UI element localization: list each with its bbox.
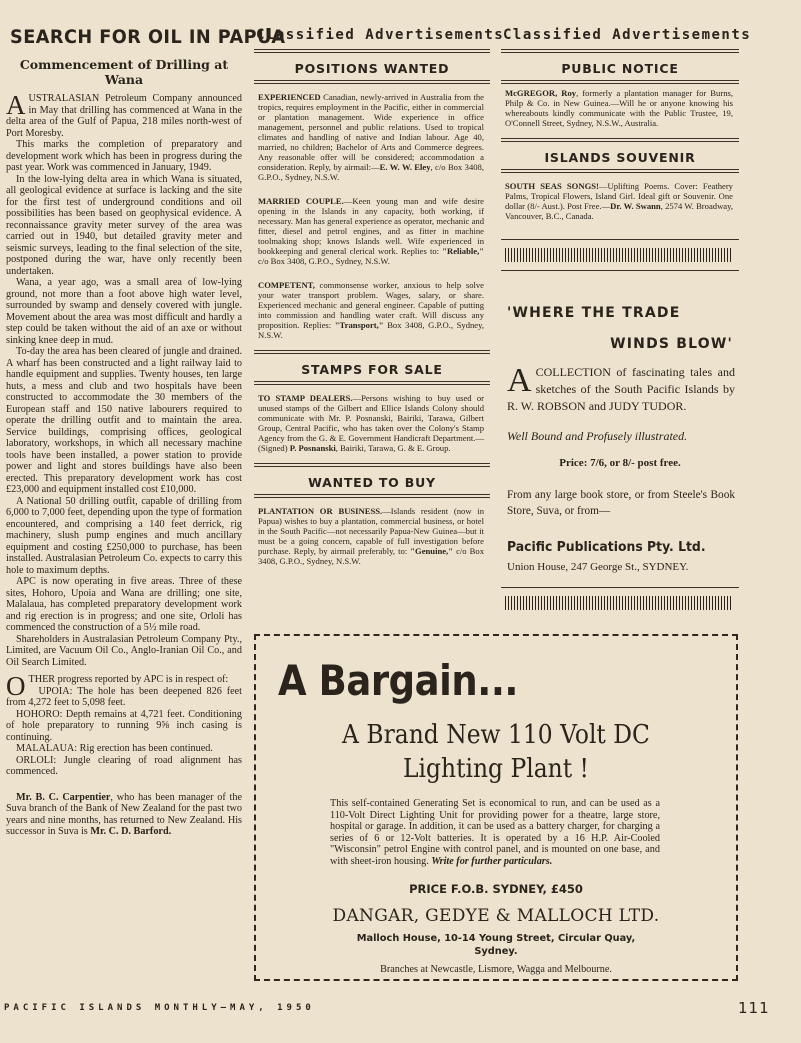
- bargain-advertisement: [254, 634, 738, 981]
- section-positions-wanted: POSITIONS WANTED: [294, 61, 450, 76]
- classified-ad: EXPERIENCED Canadian, newly-arrived in Australia from the tropics, requires employment in the Pacific, either in commercial or plantation management. Wide experience in office management, personnel and public relations. Used to tropical climates and handling of native and Indian labour. Age 40, married, no children; Bachelor of Arts and Commerce degrees. Any reasonable offer will be considered; accommodation a consideration. Reply, by airmail:—E. W. W. Eley, c/o Box 3408, G.P.O., Sydney, N.S.W.: [258, 92, 484, 182]
- footer-masthead: PACIFIC ISLANDS MONTHLY—MAY, 1950: [4, 1003, 315, 1013]
- ornamental-border: [505, 596, 733, 610]
- divider: [254, 463, 490, 467]
- section-public-notice: PUBLIC NOTICE: [561, 61, 679, 76]
- article-paragraph: Shareholders in Australasian Petroleum Company Pty., Limited, are Vacuum Oil Co., Anglo-Iranian Oil Co., and Oil Search Limited.: [6, 633, 242, 668]
- article-paragraph: HOHORO: Depth remains at 4,721 feet. Conditioning of hole preparatory to running 9⅝ inch casing is continuing.: [6, 708, 242, 743]
- divider: [501, 49, 739, 53]
- article-paragraph: MALALAUA: Rig erection has been continued.: [16, 743, 213, 754]
- book-ad-note: Well Bound and Profusely illustrated.: [507, 429, 688, 443]
- section-stamps: STAMPS FOR SALE: [301, 362, 443, 377]
- article-column: [6, 0, 286, 838]
- bargain-price: PRICE F.O.B. SYDNEY, £450: [409, 882, 583, 896]
- classified-column-right: [501, 0, 752, 610]
- article-paragraph: ORLOLI: Jungle clearing of road alignment has commenced.: [6, 754, 242, 777]
- classified-column-left: [254, 0, 505, 566]
- article-paragraph: To-day the area has been cleared of jungle and drained. A wharf has been constructed and a light railway laid to handle equipment and supplies. Twenty houses, ten large huts, a mess and club and two hospitals have been constructed to accommodate the 30 members of the European staff and 150 native labourers required to operate the drilling outfit and to maintain the area. Service buildings, comprising offices, geological laboratory, workshops, in which all necessary machine tools have been installed, a power station to provide power and light and stores buildings have also been erected. This preparatory development work has cost £23,000 and equipment installed cost £10,000.: [6, 346, 242, 495]
- article-paragraph: OTHER progress reported by APC is in respect of:: [6, 671, 229, 701]
- book-ad-title: WINDS BLOW': [610, 336, 733, 352]
- publisher-address: Union House, 247 George St., SYDNEY.: [507, 561, 689, 573]
- article-paragraph: This marks the completion of preparatory and development work which has been in progress during the past year. Work was commenced in January, 1949.: [6, 139, 242, 173]
- article-body: [6, 90, 242, 838]
- classified-ad: SOUTH SEAS SONGS!—Uplifting Poems. Cover: Feathery Palms, Tropical Flowers, Island Girl. Ideal gift or Souvenir. One dollar (8/- Aust.). Post Free.—Dr. W. Swann, 2574 W. Broadway, Vancouver, B.C., Canada.: [505, 181, 733, 221]
- company-address: Malloch House, 10-14 Young Street, Circular Quay, Sydney.: [356, 933, 636, 957]
- personal-note: Mr. B. C. Carpentier, who has been manager of the Suva branch of the Bank of New Zealand for the past two years and nine months, has returned to New Zealand. His successor in Suva is Mr. C. D. Barford.: [6, 791, 242, 837]
- divider: [501, 239, 739, 240]
- classified-ad: TO STAMP DEALERS.—Persons wishing to buy used or unused stamps of the Gilbert and Ellice Islands Colony should communicate with Mr. P. Posnanski, Bairiki, Tarawa, Gilbert Group, Central Pacific, who has taken over the Colony's Stamp Agency from the G. & E. Government Handicraft Department.—(Signed) P. Posnanski, Bairiki, Tarawa, G. & E. Group.: [258, 393, 485, 453]
- company-branches: Branches at Newcastle, Lismore, Wagga and Melbourne.: [380, 964, 612, 975]
- divider: [254, 350, 490, 354]
- article-paragraph: A National 50 drilling outfit, capable of drilling from 6,000 to 7,000 feet, depending upon the type of formation encountered, and comprising a 140 feet derrick, rig machinery, slush pump engines and much ancillary equipment and costing £250,000 to purchase, has been installed. Australasian Petroleum Co. expects to carry this hole to maximum depths.: [6, 495, 242, 576]
- drop-cap: A: [6, 90, 26, 120]
- divider: [501, 138, 739, 142]
- drop-cap: O: [6, 671, 26, 701]
- article-paragraph: APC is now operating in five areas. Three of these sites, Hohoro, Upoia and Wana are drilling; one site, Malalaua, has completed preparatory development work and rig erection is in progress; and one site, Orloli has commenced the construction of a 5½ mile road.: [6, 576, 242, 633]
- section-wanted-to-buy: WANTED TO BUY: [308, 475, 436, 490]
- book-ad-price: Price: 7/6, or 8/- post free.: [559, 457, 681, 469]
- classified-heading: Classified Advertisements: [503, 27, 752, 43]
- bargain-headline: A Brand New 110 Volt DC: [342, 720, 650, 750]
- bargain-title: A Bargain...: [278, 656, 519, 705]
- page-number: 111: [738, 999, 770, 1017]
- article-paragraph: UPOIA: The hole has been deepened 826 feet from 4,272 feet to 5,098 feet.: [6, 685, 242, 708]
- bargain-headline: Lighting Plant !: [403, 754, 589, 784]
- article-paragraph: In the low-lying delta area in which Wana is situated, all geological evidence at surface is lacking and the site for the first test of underground conditions and oil possibilities has been based on geophysical evidence. A reconnaissance gravity meter survey of the area was carried out in 1940, but detailed gravity meter and seismic surveys, leading to the final selection of the site, postponed during the war, have only recently been undertaken.: [6, 173, 242, 277]
- classified-ad: MARRIED COUPLE.—Keen young man and wife desire opening in the Islands in any capacity, both working, if necessary. Man has general experience as operator, mechanic and fitter, diesel and petrol engines, and as fitter in machine toolmaking shop; knows Islands well. Wife experienced in bookkeeping and general clerical work. Replies to: "Reliable," c/o Box 3408, G.P.O., Sydney, N.S.W.: [258, 196, 484, 266]
- article-paragraph: AUSTRALASIAN Petroleum Company announced in May that drilling has commenced at Wana in the delta area of the Gulf of Papua, 218 miles north-west of Port Moresby.: [6, 90, 242, 139]
- book-ad-title: 'WHERE THE TRADE: [507, 305, 681, 321]
- classified-ad: COMPETENT, commonsense worker, anxious to help solve your water transport problem. Wages, salary, or share. Experienced mechanic and general engineer. Capable of putting into commission and handling water craft. Will discuss any proposition. Replies: "Transport," Box 3408, G.P.O., Sydney, N.S.W.: [258, 280, 484, 340]
- publisher-name: Pacific Publications Pty. Ltd.: [507, 539, 706, 555]
- book-ad-from: From any large book store, or from Steele's Book Store, Suva, or from—: [507, 489, 735, 517]
- ornamental-border: [505, 248, 733, 262]
- company-name: DANGAR, GEDYE & MALLOCH LTD.: [332, 906, 660, 926]
- book-ad-description: A COLLECTION of fascinating tales and sketches of the South Pacific Islands by R. W. ROBSON and JUDY TUDOR.: [507, 362, 735, 413]
- section-souvenir: ISLANDS SOUVENIR: [544, 150, 696, 165]
- bargain-body: This self-contained Generating Set is economical to run, and can be used as a 110-Volt Direct Lighting Unit for providing power for a theatre, large store, hospital or garage. In addition, it can be used as a battery charger, for charging a series of 6 or 12-Volt batteries. It is operated by a 16 H.P. Air-Cooled "Wisconsin" petrol Engine with control panel, and is mounted on one base, and with sheet-iron housing. Write for further particulars.: [330, 798, 660, 867]
- article-paragraph: Wana, a year ago, was a small area of low-lying ground, not more than a foot above high water level, surrounded by swamp and densely covered with jungle. Movement about the area was most difficult and hardly a step could be taken without the aid of an axe or without sinking knee deep in mud.: [6, 277, 242, 346]
- divider: [254, 49, 490, 53]
- article-subtitle: Commencement of Drilling at Wana: [19, 57, 229, 87]
- classified-ad: McGREGOR, Roy, formerly a plantation manager for Burns, Philp & Co. in New Guinea.—Will he or anyone knowing his whereabouts kindly communicate with the Public Trustee, 19, O'Connell Street, Sydney, N.S.W., Australia.: [505, 88, 733, 128]
- divider: [501, 587, 739, 588]
- article-title: SEARCH FOR OIL IN PAPUA: [10, 26, 286, 48]
- divider: [501, 270, 739, 271]
- classified-ad: PLANTATION OR BUSINESS.—Islands resident (now in Papua) wishes to buy a plantation, commercial business, or hotel in the South Pacific—not necessarily Papua-New Guinea—but it must be a going concern, capable of full investigation before purchase. Reply, by airmail preferably, to: "Genuine," c/o Box 3408, G.P.O., Sydney, N.S.W.: [258, 506, 485, 566]
- classified-heading: Classified Advertisements: [256, 27, 505, 43]
